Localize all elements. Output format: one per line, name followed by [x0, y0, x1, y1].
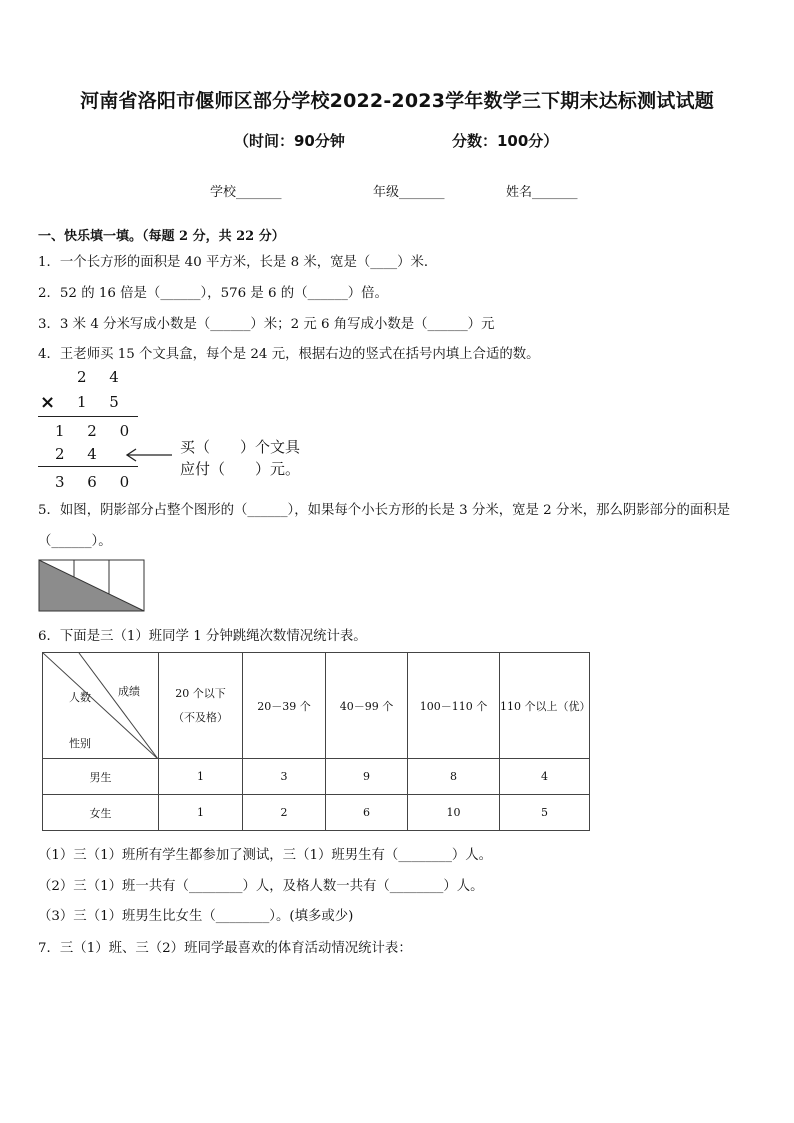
section-heading: 一、快乐填一填。（每题 2 分，共 22 分） — [38, 229, 285, 244]
row-label-girls: 女生 — [43, 795, 159, 831]
calc-row-4: 2 4 — [55, 445, 106, 463]
table-cell: 2 — [243, 795, 326, 831]
corner-score: 成绩 — [118, 685, 140, 698]
calc-row-2: 1 5 — [77, 393, 128, 411]
table-cell: 6 — [326, 795, 408, 831]
calc-line-2 — [38, 466, 138, 467]
col-header-5: 110 个以上（优） — [500, 653, 590, 759]
question-6-sub-2: （2）三（1）班一共有（________）人，及格人数一共有（________）人。 — [38, 879, 484, 894]
grade-field: 年级_______ — [373, 185, 445, 200]
question-5: 5．如图，阴影部分占整个图形的（______），如果每个小长方形的长是 3 分米，宽是 2 分米，那么阴影部分的面积是 — [38, 503, 731, 518]
calc-row-3: 1 2 0 — [55, 422, 139, 440]
name-field: 姓名_______ — [506, 185, 578, 200]
exam-score: 分数：100分） — [452, 132, 559, 150]
table-row — [43, 759, 590, 795]
school-field: 学校_______ — [210, 185, 282, 200]
calc-row-1: 2 4 — [77, 368, 128, 386]
page-title: 河南省洛阳市偃师区部分学校2022-2023学年数学三下期末达标测试试题 — [80, 90, 714, 112]
times-sign: × — [40, 392, 56, 413]
table-corner — [43, 653, 159, 759]
col-header-3: 40－99 个 — [326, 653, 408, 759]
table-cell: 8 — [408, 759, 500, 795]
calc-note-2: 应付（ ）元。 — [180, 460, 301, 478]
table-cell: 5 — [500, 795, 590, 831]
col-header-2: 20－39 个 — [243, 653, 326, 759]
table-row — [43, 795, 590, 831]
question-7: 7．三（1）班、三（2）班同学最喜欢的体育活动情况统计表： — [38, 941, 412, 956]
arrow-left-icon — [124, 448, 174, 462]
row-label-boys: 男生 — [43, 759, 159, 795]
table-cell: 3 — [243, 759, 326, 795]
table-cell: 9 — [326, 759, 408, 795]
exam-time: （时间：90分钟 — [234, 132, 345, 150]
question-3: 3．3 米 4 分米写成小数是（______）米；2 元 6 角写成小数是（______）元 — [38, 317, 495, 332]
question-6: 6．下面是三（1）班同学 1 分钟跳绳次数情况统计表。 — [38, 629, 367, 644]
table-cell: 1 — [159, 759, 243, 795]
corner-gender: 性别 — [69, 737, 91, 750]
question-6-sub-1: （1）三（1）班所有学生都参加了测试，三（1）班男生有（________）人。 — [38, 848, 493, 863]
table-cell: 10 — [408, 795, 500, 831]
calc-note-1: 买（ ）个文具 — [180, 438, 301, 456]
jump-rope-table — [42, 652, 590, 831]
question-6-sub-3: （3）三（1）班男生比女生（________）。(填多或少) — [38, 909, 354, 924]
col-header-4: 100－110 个 — [408, 653, 500, 759]
table-cell: 1 — [159, 795, 243, 831]
corner-people: 人数 — [69, 691, 91, 704]
col-header-1: 20 个以下 （不及格） — [159, 653, 243, 759]
table-cell: 4 — [500, 759, 590, 795]
question-4: 4．王老师买 15 个文具盒，每个是 24 元，根据右边的竖式在括号内填上合适的数。 — [38, 347, 540, 362]
calc-row-5: 3 6 0 — [55, 473, 139, 491]
calc-line-1 — [38, 416, 138, 417]
question-5-answer: （______）。 — [38, 534, 112, 549]
shaded-figure — [38, 559, 146, 613]
question-2: 2．52 的 16 倍是（______），576 是 6 的（______）倍。 — [38, 286, 388, 301]
question-1: 1．一个长方形的面积是 40 平方米，长是 8 米，宽是（____）米． — [38, 255, 438, 270]
